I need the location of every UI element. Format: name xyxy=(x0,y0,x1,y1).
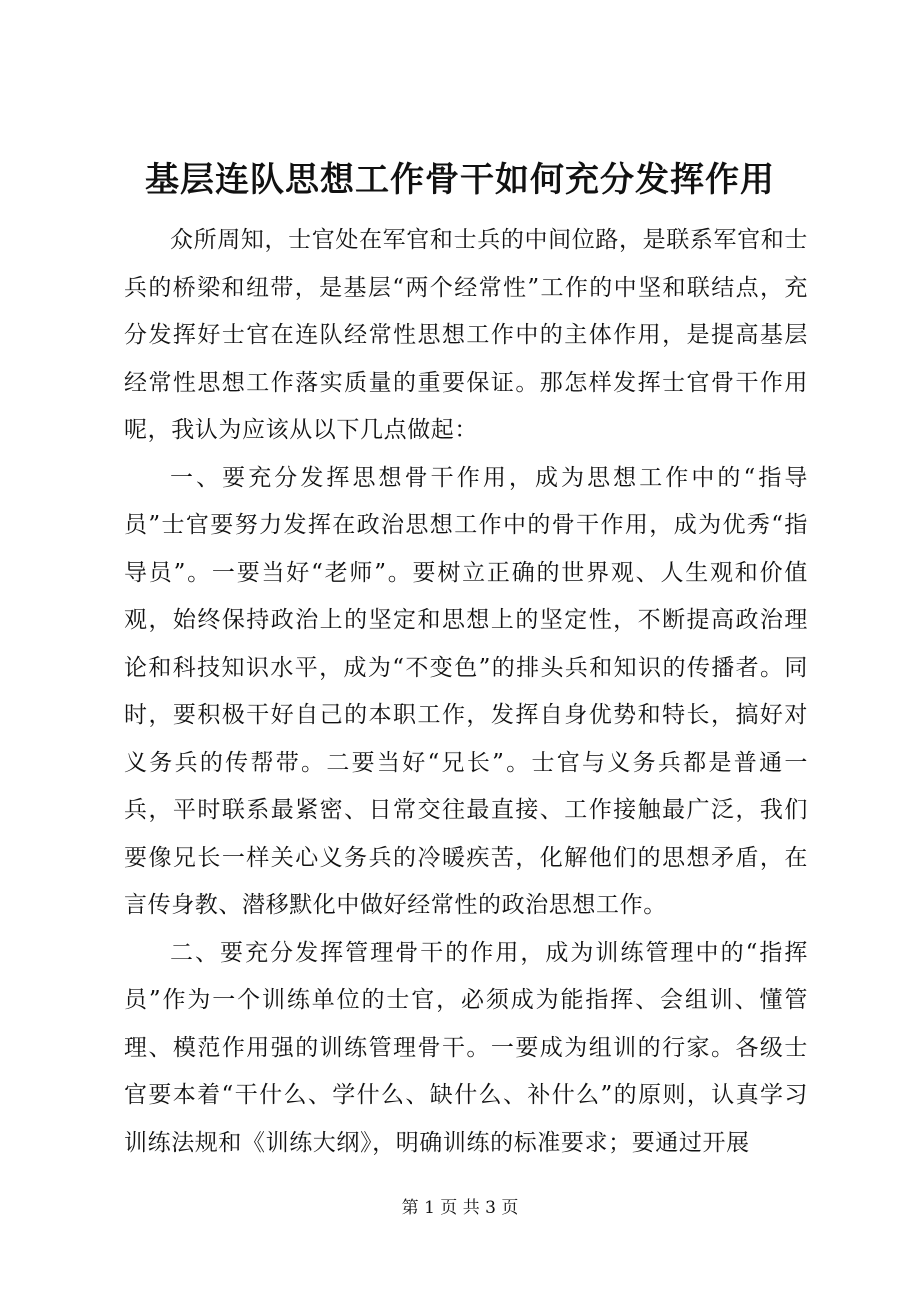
paragraph-intro: 众所周知，士官处在军官和士兵的中间位路，是联系军官和士兵的桥梁和纽带，是基层“两个经常性”工作的中坚和联结点，充分发挥好士官在连队经常性思想工作中的主体作用，是提高基层经常性思想工作落实质量的重要保证。那怎样发挥士官骨干作用呢，我认为应该从以下几点做起： xyxy=(124,227,808,443)
paragraph-section-1: 一、要充分发挥思想骨干作用，成为思想工作中的“指导员”士官要努力发挥在政治思想工作中的骨干作用，成为优秀“指导员”。一要当好“老师”。要树立正确的世界观、人生观和价值观，始终保持政治上的坚定和思想上的坚定性，不断提高政治理论和科技知识水平，成为“不变色”的排头兵和知识的传播者。同时，要积极干好自己的本职工作，发挥自身优势和特长，搞好对义务兵的传帮带。二要当好“兄长”。士官与义务兵都是普通一兵，平时联系最紧密、日常交往最直接、工作接触最广泛，我们要像兄长一样关心义务兵的冷暖疾苦，化解他们的思想矛盾，在言传身教、潜移默化中做好经常性的政治思想工作。 xyxy=(124,464,808,918)
paragraph-section-2: 二、要充分发挥管理骨干的作用，成为训练管理中的“指挥员”作为一个训练单位的士官，必须成为能指挥、会组训、懂管理、模范作用强的训练管理骨干。一要成为组训的行家。各级士官要本着“干什么、学什么、缺什么、补什么”的原则，认真学习训练法规和《训练大纲》，明确训练的标准要求；要通过开展 xyxy=(124,939,808,1156)
document-body xyxy=(124,217,808,1167)
document-title: 基层连队思想工作骨干如何充分发挥作用 xyxy=(145,160,775,200)
page-footer: 第 1 页 共 3 页 xyxy=(401,1198,519,1218)
